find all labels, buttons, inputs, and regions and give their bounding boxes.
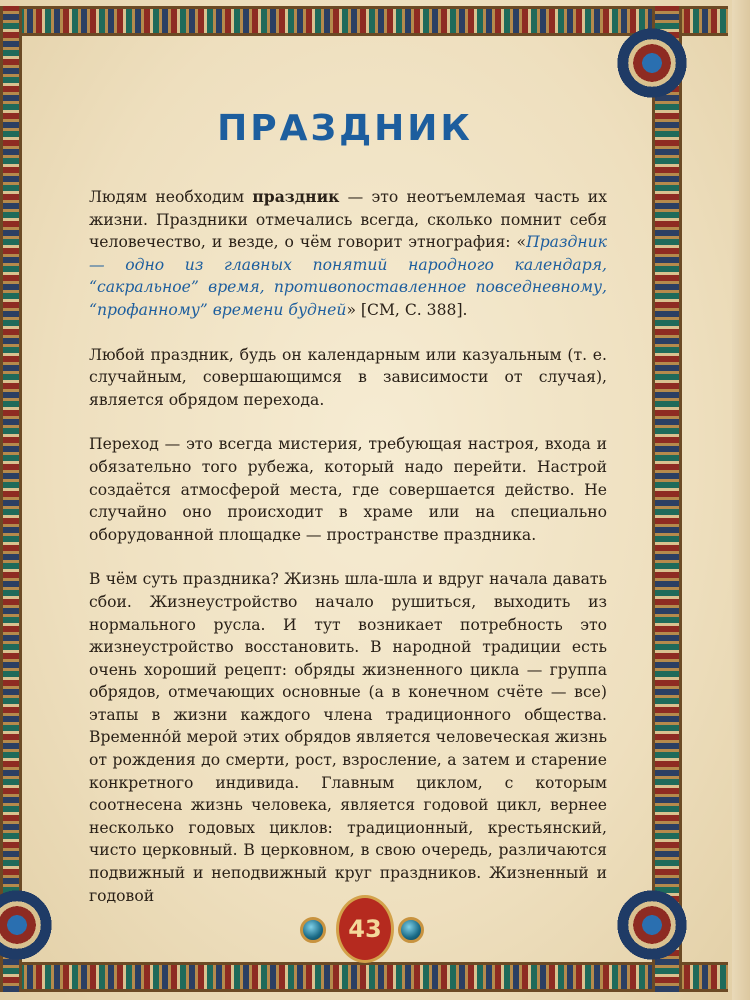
paragraph-4: В чём суть праздника? Жизнь шла-шла и вдруг начала давать сбои. Жизнеустройство начало рушиться, выходить из нормального русла. И тут возникает потребность это жизнеустройство восстановить. В народной традиции есть очень хороший рецепт: обряды жизненного цикла — группа обрядов, отмечающих основные (а в конечном счёте — все) этапы в жизни каждого члена традиционного общества. Временно́й мерой этих обрядов является человеческая жизнь от рождения до смерти, рост, взросление, а затем и старение конкретного индивида. Главным циклом, с которым соотнесена жизнь человека, является годовой цикл, вернее несколько годовых циклов: традиционный, крестьянский, чисто церковный. В церковном, в свою очередь, различаются подвижный и неподвижный круг праздников. Жизненный и годовой (89, 570, 607, 905)
page-title: ПРАЗДНИК (217, 108, 473, 149)
quote-text: Праздник — одно из главных понятий народного календаря, “сакральное” время, противопоставленное повседневному, “профанному” времени будней (89, 233, 607, 319)
bottom-left-corner-ornament (0, 890, 52, 960)
left-ornament-border (0, 6, 22, 992)
page-edge (732, 0, 750, 1000)
page-number: 43 (336, 895, 394, 963)
right-ornament-border (652, 6, 682, 992)
bottom-ornament-border (0, 962, 728, 992)
top-right-corner-ornament (617, 28, 687, 98)
paragraph-1: Людям необходим праздник — это неотъемлемая часть их жизни. Праздники отмечались всегда, сколько помнит себя человечество, и везде, о чём говорит этнография: «Праздник — одно из главных понятий народного календаря, “сакральное” время, противопоставленное повседневному, “профанному” времени будней» [СМ, С. 388]. (89, 187, 607, 319)
paragraph-2: Любой праздник, будь он календарным или казуальным (т. е. случайным, совершающимся в зависимости от случая), является обрядом перехода. (89, 345, 607, 409)
body-text (89, 186, 607, 929)
bold-term: праздник (252, 187, 340, 206)
paragraph-3: Переход — это всегда мистерия, требующая настроя, входа и обязательно того рубежа, который надо перейти. Настрой создаётся атмосферой места, где совершается действо. Не случайно оно происходит в храме или на специально оборудованной площадке — пространстве праздника. (89, 435, 607, 544)
bottom-right-corner-ornament (617, 890, 687, 960)
